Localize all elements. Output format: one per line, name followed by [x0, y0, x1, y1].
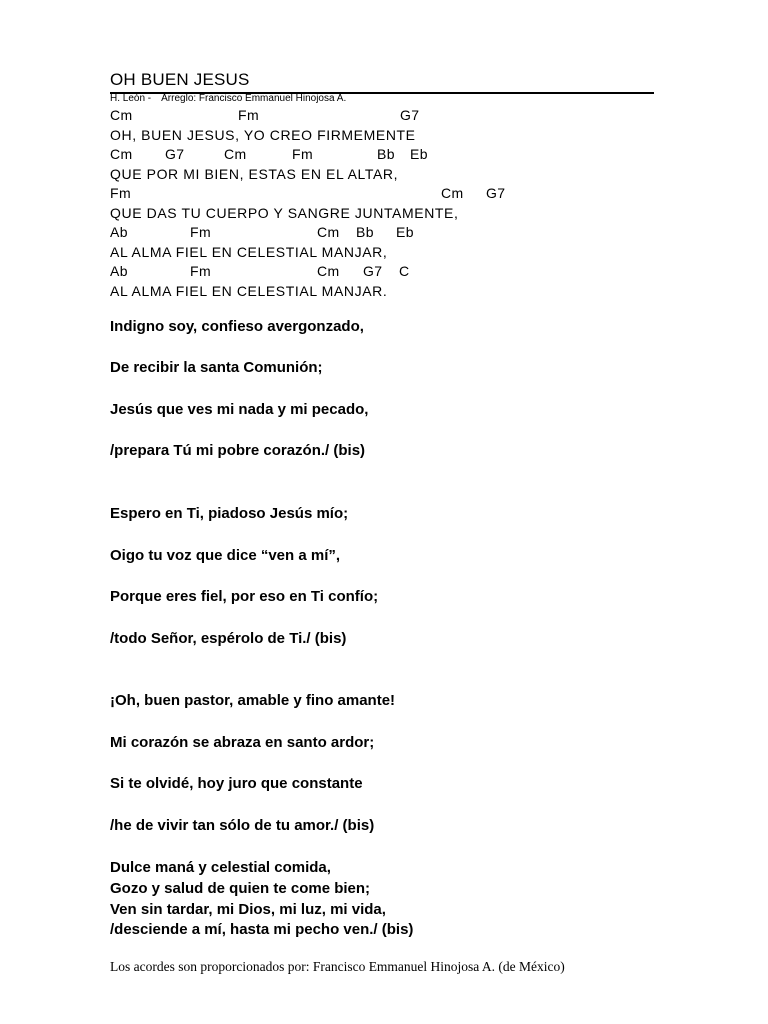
chord: Fm — [190, 224, 212, 240]
verse-line: Indigno soy, confieso avergonzado, — [110, 318, 364, 335]
lyric-text: AL ALMA FIEL EN CELESTIAL MANJAR, — [110, 243, 388, 260]
verse-line: Si te olvidé, hoy juro que constante — [110, 775, 363, 792]
title-underline — [110, 70, 654, 94]
chord: Bb — [356, 224, 374, 240]
credits-line — [110, 93, 346, 105]
verse-line: Mi corazón se abraza en santo ardor; — [110, 734, 375, 751]
chord: Bb — [377, 146, 395, 162]
chord-row — [110, 106, 670, 126]
verse-line: Ven sin tardar, mi Dios, mi luz, mi vida, — [110, 901, 386, 918]
chord: Ab — [110, 224, 128, 240]
verse-line: Jesús que ves mi nada y mi pecado, — [110, 401, 369, 418]
author-credit: H. León - — [110, 93, 152, 104]
lyric-text: QUE DAS TU CUERPO Y SANGRE JUNTAMENTE, — [110, 204, 459, 221]
lyric-row — [110, 165, 670, 185]
verse-line: Gozo y salud de quien te come bien; — [110, 880, 371, 897]
lyric-row — [110, 282, 670, 302]
chord: G7 — [400, 107, 420, 123]
chord-row — [110, 145, 670, 165]
chord: G7 — [165, 146, 185, 162]
verse-line: /he de vivir tan sólo de tu amor./ (bis) — [110, 817, 375, 834]
verse-line: Porque eres fiel, por eso en Ti confío; — [110, 588, 379, 605]
lyric-text: OH, BUEN JESUS, YO CREO FIRMEMENTE — [110, 126, 416, 143]
chord: Cm — [441, 185, 464, 201]
chord-row — [110, 262, 670, 282]
lyric-row — [110, 126, 670, 146]
chord-row — [110, 223, 670, 243]
verse-line: /prepara Tú mi pobre corazón./ (bis) — [110, 442, 366, 459]
lyric-row — [110, 243, 670, 263]
chord: Cm — [317, 263, 340, 279]
chord: Ab — [110, 263, 128, 279]
chord: Cm — [224, 146, 247, 162]
chord: Fm — [238, 107, 260, 123]
verse-line: Espero en Ti, piadoso Jesús mío; — [110, 505, 349, 522]
verse-line: Dulce maná y celestial comida, — [110, 859, 331, 876]
song-title: OH BUEN JESUS — [110, 70, 250, 89]
arrangement-credit: Arreglo: Francisco Emmanuel Hinojosa A. — [161, 93, 347, 104]
verse-line: /desciende a mí, hasta mi pecho ven./ (bis) — [110, 921, 414, 938]
lyric-text: QUE POR MI BIEN, ESTAS EN EL ALTAR, — [110, 165, 399, 182]
chord: Fm — [292, 146, 314, 162]
lyric-text: AL ALMA FIEL EN CELESTIAL MANJAR. — [110, 282, 388, 299]
chord: Cm — [110, 146, 133, 162]
verse-line: Oigo tu voz que dice “ven a mí”, — [110, 547, 341, 564]
chord: Cm — [317, 224, 340, 240]
chord: Eb — [410, 146, 428, 162]
chord: Fm — [190, 263, 212, 279]
lyric-row — [110, 204, 670, 224]
verse-line: /todo Señor, espérolo de Ti./ (bis) — [110, 630, 347, 647]
verse-line: De recibir la santa Comunión; — [110, 359, 323, 376]
chord: G7 — [486, 185, 506, 201]
chord: Cm — [110, 107, 133, 123]
chord: C — [399, 263, 410, 279]
chord: Eb — [396, 224, 414, 240]
chords-section — [110, 106, 670, 301]
footer-note: Los acordes son proporcionados por: Francisco Emmanuel Hinojosa A. (de México) — [110, 959, 565, 974]
chord: G7 — [363, 263, 383, 279]
chord-row — [110, 184, 670, 204]
chord: Fm — [110, 185, 132, 201]
verse-line: ¡Oh, buen pastor, amable y fino amante! — [110, 692, 396, 709]
